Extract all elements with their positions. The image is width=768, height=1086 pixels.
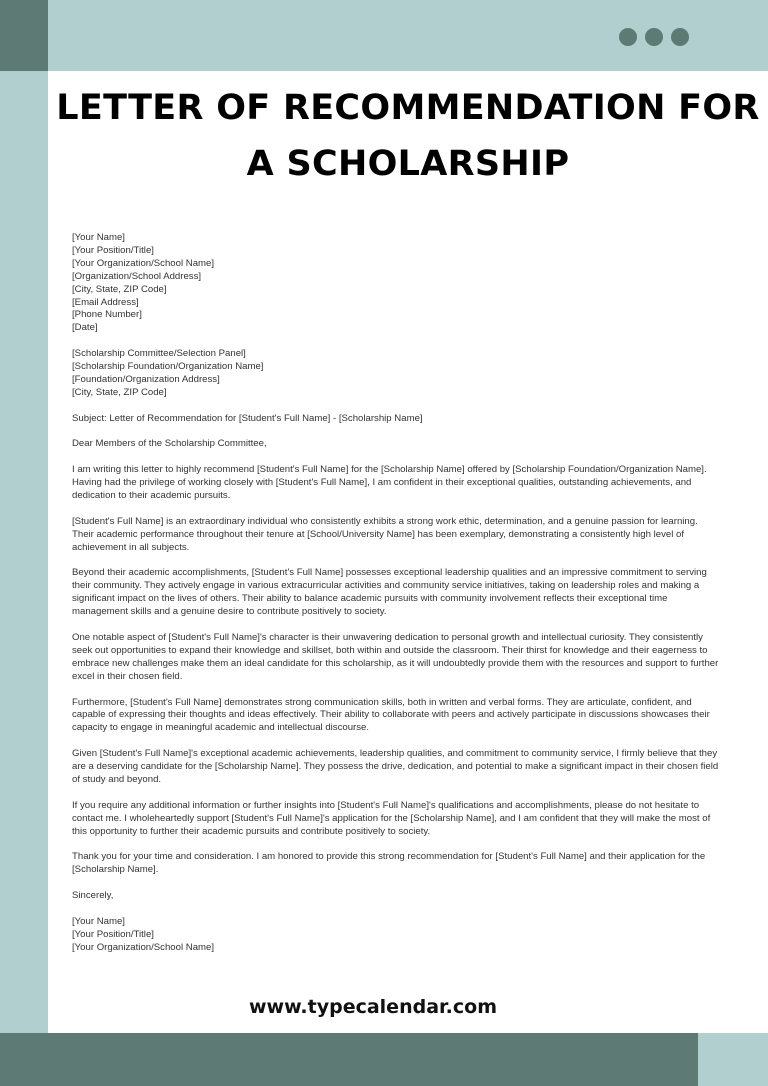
recipient-block	[72, 348, 722, 400]
title-line-2: A SCHOLARSHIP	[246, 144, 570, 184]
paragraph-2: [Student's Full Name] is an extraordinary individual who consistently exhibits a strong work ethic, determination, and a genuine passion for learning. Their academic performance throughout their tenure at [School/University Name] has been exemplary, demonstrating a consistently high level of achievement in all subjects.	[72, 515, 698, 553]
letter-body	[72, 232, 722, 967]
sender-block	[72, 232, 722, 335]
closing: Sincerely,	[72, 890, 114, 902]
sender-city: [City, State, ZIP Code]	[72, 283, 167, 295]
paragraph-8: Thank you for your time and consideration. I am honored to provide this strong recommendation for [Student's Full Name] and their application for the [Scholarship Name].	[72, 851, 706, 876]
sender-organization: [Your Organization/School Name]	[72, 257, 215, 269]
salutation: Dear Members of the Scholarship Committee,	[72, 438, 267, 450]
paragraph-4: One notable aspect of [Student's Full Name]'s character is their unwavering dedication to personal growth and intellectual curiosity. They consistently seek out opportunities to expand their knowledge and skillset, both within and outside the classroom. Their thirst for knowledge and their eagerness to embrace new challenges make them an ideal candidate for this scholarship, as it will undoubtedly provide them with the resources and support to further excel in their chosen field.	[72, 631, 719, 682]
letter-date: [Date]	[72, 322, 98, 334]
page-title	[48, 80, 768, 192]
title-line-1: LETTER OF RECOMMENDATION FOR	[56, 88, 760, 128]
subject-line: Subject: Letter of Recommendation for [Student's Full Name] - [Scholarship Name]	[72, 412, 423, 424]
paragraph-3: Beyond their academic accomplishments, [Student's Full Name] possesses exceptional leadership qualities and an impressive commitment to serving their community. They actively engage in various extracurricular activities and community service initiatives, taking on leadership roles and making a significant impact on the lives of others. Their ability to balance academic pursuits with community involvement reflects their exceptional time management skills and a genuine desire to contribute positively to society.	[72, 567, 707, 618]
recipient-foundation: [Scholarship Foundation/Organization Name]	[72, 361, 264, 373]
sender-email: [Email Address]	[72, 296, 139, 308]
sender-position: [Your Position/Title]	[72, 244, 154, 256]
corner-block	[0, 0, 48, 71]
recipient-address: [Foundation/Organization Address]	[72, 373, 220, 385]
sender-name: [Your Name]	[72, 232, 125, 243]
footer-corner-block	[698, 1033, 768, 1086]
sender-address: [Organization/School Address]	[72, 270, 202, 282]
footer-band	[0, 1033, 698, 1086]
paragraph-5: Furthermore, [Student's Full Name] demonstrates strong communication skills, both in written and verbal forms. They are articulate, confident, and capable of expressing their thoughts and ideas effectively. Their ability to collaborate with peers and actively participate in discussions showcases their capacity to engage in meaningful academic and intellectual discourse.	[72, 696, 710, 734]
signature-position: [Your Position/Title]	[72, 928, 154, 940]
dot-icon	[671, 28, 689, 46]
paragraph-1: I am writing this letter to highly recommend [Student's Full Name] for the [Scholarship Name] offered by [Scholarship Foundation/Organization Name]. Having had the privilege of working closely with [Student's Full Name], I am confident in their exceptional qualities, outstanding achievements, and dedication to their academic pursuits.	[72, 464, 707, 502]
recipient-committee: [Scholarship Committee/Selection Panel]	[72, 348, 246, 360]
sender-phone: [Phone Number]	[72, 309, 142, 321]
dot-icon	[619, 28, 637, 46]
footer-website-link[interactable]: www.typecalendar.com	[248, 996, 498, 1018]
signature-block	[72, 916, 722, 955]
signature-organization: [Your Organization/School Name]	[72, 941, 215, 953]
dot-icon	[645, 28, 663, 46]
left-accent-strip	[0, 71, 48, 1033]
recipient-city: [City, State, ZIP Code]	[72, 386, 167, 398]
paragraph-7: If you require any additional information or further insights into [Student's Full Name]'s qualifications and accomplishments, please do not hesitate to contact me. I wholeheartedly support [Student's Full Name]'s application for the [Scholarship Name], and I am confident that they will make the most of this opportunity to further their academic pursuits and contribute positively to society.	[72, 799, 711, 837]
paragraph-6: Given [Student's Full Name]'s exceptional academic achievements, leadership qualities, and commitment to community service, I firmly believe that they are a deserving candidate for the [Scholarship Name]. They possess the drive, dedication, and potential to make a significant impact in their chosen field of study and beyond.	[72, 748, 719, 785]
ellipsis-dots-icon	[619, 28, 689, 46]
signature-name: [Your Name]	[72, 915, 125, 927]
